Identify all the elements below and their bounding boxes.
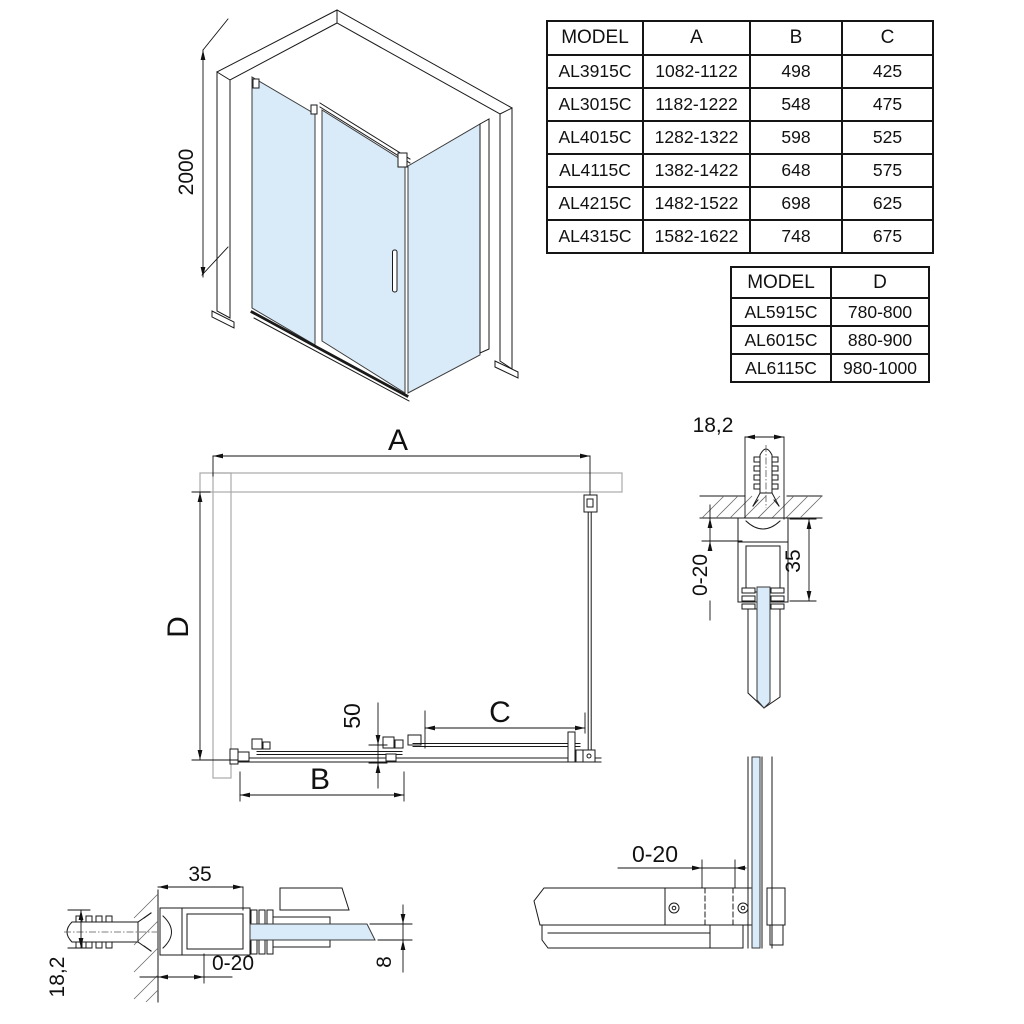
table-row <box>547 121 933 154</box>
corner-bracket <box>665 888 752 925</box>
dim-c-cell: 675 <box>842 220 933 253</box>
column-header: MODEL <box>547 21 643 55</box>
model-cell: AL6115C <box>731 354 831 382</box>
dim-a-cell: 1582-1622 <box>643 220 750 253</box>
gasket-and-glass <box>250 888 375 954</box>
dim-glass-thickness <box>370 905 412 972</box>
dim-d <box>162 492 238 760</box>
panel-break <box>280 888 349 910</box>
dim-a-cell: 1182-1222 <box>643 88 750 121</box>
model-cell: AL4215C <box>547 187 643 220</box>
model-cell: AL5915C <box>731 298 831 326</box>
rail-foot <box>710 925 743 948</box>
dim-label-adjust: 0-20 <box>211 952 255 975</box>
table-row <box>547 55 933 88</box>
model-cell: AL3015C <box>547 88 643 121</box>
dim-overlap-50 <box>339 703 387 788</box>
dim-a-cell: 1482-1522 <box>643 187 750 220</box>
wall-anchor-plug <box>64 913 157 951</box>
model-cell: AL4115C <box>547 154 643 187</box>
dim-label-plug: 18,2 <box>692 414 734 437</box>
dim-b-cell: 548 <box>750 88 842 121</box>
model-cell: AL6015C <box>731 326 831 354</box>
glass-clamp <box>767 888 785 925</box>
dim-c-cell: 475 <box>842 88 933 121</box>
table-row <box>547 88 933 121</box>
walls-plan <box>200 473 622 778</box>
column-header: B <box>750 21 842 55</box>
column-header: C <box>842 21 933 55</box>
dim-c-cell: 525 <box>842 121 933 154</box>
wall-profile-section-vertical <box>650 405 870 785</box>
dim-b <box>240 763 404 801</box>
dim-a-cell: 1382-1422 <box>643 154 750 187</box>
fixed-glass-panel <box>252 77 315 345</box>
dim-label-plug: 18,2 <box>46 956 69 998</box>
dim-label-c: C <box>489 696 511 729</box>
dim-c <box>425 696 585 748</box>
dim-d-cell: 980-1000 <box>831 354 929 382</box>
column-header: MODEL <box>731 267 831 298</box>
table-row <box>547 154 933 187</box>
corner-bracket-detail <box>530 745 970 1017</box>
column-header: A <box>643 21 750 55</box>
dim-adjust <box>140 952 254 983</box>
dim-label-a: A <box>387 424 409 457</box>
dim-a-cell: 1082-1122 <box>643 55 750 88</box>
wall-profile-body <box>160 908 250 955</box>
glass-clip <box>253 79 259 88</box>
glass-panels <box>252 77 489 393</box>
dim-label-profile: 35 <box>782 549 805 573</box>
dim-a <box>213 424 590 495</box>
door-handle <box>393 250 398 292</box>
model-cell: AL3915C <box>547 55 643 88</box>
dim-d-cell: 780-800 <box>831 298 929 326</box>
dim-d-cell: 880-900 <box>831 326 929 354</box>
size-table-header-row <box>547 21 933 55</box>
rail-end-cap <box>398 153 407 167</box>
side-glass-panel <box>408 124 480 393</box>
wall-hatch <box>134 890 158 1002</box>
table-row <box>731 326 929 354</box>
dim-b-cell: 498 <box>750 55 842 88</box>
glass-clip <box>311 105 317 114</box>
dim-a-cell: 1282-1322 <box>643 121 750 154</box>
side-wall-profile <box>480 119 489 353</box>
dim-label-height: 2000 <box>175 148 198 196</box>
dim-b-cell: 698 <box>750 187 842 220</box>
model-cell: AL4315C <box>547 220 643 253</box>
model-cell: AL4015C <box>547 121 643 154</box>
wall-hatch <box>700 496 822 518</box>
dim-adjust <box>689 505 742 620</box>
side-panel-plan <box>584 495 597 751</box>
gasket-and-glass <box>742 587 784 708</box>
dim-label-adjust: 0-20 <box>631 841 679 867</box>
dim-label-glass: 8 <box>373 956 396 968</box>
table-row <box>547 220 933 253</box>
glass-edge <box>752 757 760 948</box>
size-table <box>546 20 934 254</box>
dim-label-overlap: 50 <box>339 703 365 729</box>
depth-table <box>730 266 930 383</box>
dim-profile-depth <box>158 863 243 910</box>
wall-anchor-plug <box>753 445 779 508</box>
table-row <box>731 298 929 326</box>
dim-c-cell: 425 <box>842 55 933 88</box>
dim-label-d: D <box>162 616 195 638</box>
dim-c-cell: 625 <box>842 187 933 220</box>
dim-b-cell: 748 <box>750 220 842 253</box>
dim-adjust <box>618 841 746 888</box>
dim-b-cell: 598 <box>750 121 842 154</box>
dim-label-b: B <box>309 763 331 796</box>
dim-label-profile: 35 <box>188 863 212 886</box>
table-row <box>547 187 933 220</box>
depth-table-header-row <box>731 267 929 298</box>
glass-edge <box>250 924 375 940</box>
dim-b-cell: 648 <box>750 154 842 187</box>
dim-label-adjust: 0-20 <box>689 553 712 597</box>
wall-profile-section-horizontal <box>20 850 440 1022</box>
table-row <box>731 354 929 382</box>
isometric-view <box>175 0 530 412</box>
glass-edge <box>757 587 770 708</box>
bottom-rail <box>534 888 785 948</box>
dim-c-cell: 575 <box>842 154 933 187</box>
column-header: D <box>831 267 929 298</box>
